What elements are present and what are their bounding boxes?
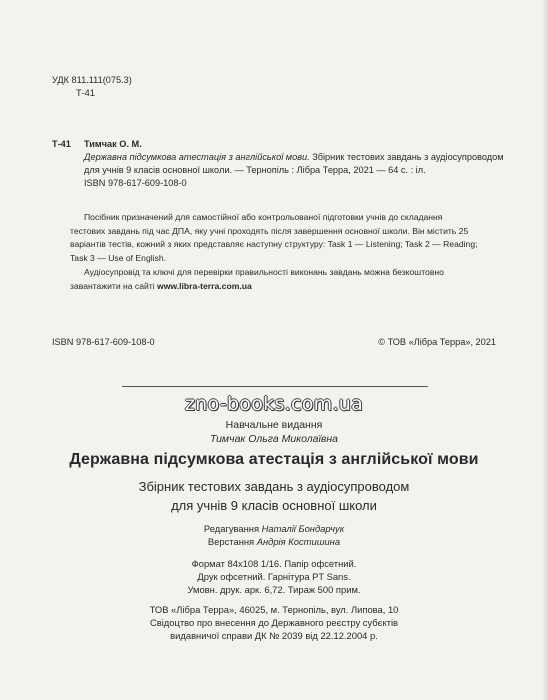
editing-label: Редагування [203, 523, 262, 534]
editor-name: Наталії Бондарчук [261, 523, 345, 534]
card-author: Тимчак О. М. [84, 139, 142, 149]
card-title-rest: Збірник тестових завдань з аудіосупроводом [309, 152, 504, 162]
annotation-text: завантажити на сайті [70, 280, 158, 291]
annotation-line [70, 280, 444, 294]
edition-type: Навчальне видання [225, 419, 323, 431]
website-url: www.libra-terra.com.ua [157, 280, 252, 291]
layout-label: Верстання [207, 536, 257, 547]
card-description: для учнів 9 класів основної школи. — Тернопіль : Лібра Терра, 2021 — 64 с. : іл. [84, 165, 426, 175]
udk-code: УДК 811.111(075.3) [52, 75, 132, 85]
book-subtitle-1: Збірник тестових завдань з аудіосупроводом [138, 479, 410, 494]
watermark: zno-books.com.ua [184, 393, 364, 415]
annotation-paragraph-2 [70, 266, 444, 293]
card-isbn: ISBN 978-617-609-108-0 [84, 178, 187, 188]
sheets-info: Умовн. друк. арк. 6,72. Тираж 500 прим. [187, 584, 361, 595]
footer-isbn: ISBN 978-617-609-108-0 [52, 337, 155, 347]
editing-credit [0, 523, 548, 534]
book-title: Державна підсумкова атестація з англійської мови [69, 451, 479, 468]
annotation-paragraph-1 [70, 211, 478, 265]
copyright: © ТОВ «Лібра Терра», 2021 [378, 337, 496, 347]
author-full-name: Тимчак Ольга Миколаївна [210, 433, 338, 445]
card-title-line [84, 151, 504, 164]
print-info: Друк офсетний. Гарнітура PT Sans. [197, 571, 351, 582]
format-info: Формат 84x108 1/16. Папір офсетний. [191, 558, 357, 569]
annotation-line: тестових завдань під час ДПА, яку учні проходять після завершення основної школи. Він містить 25 [70, 225, 469, 236]
layout-credit [0, 536, 548, 547]
card-title: Державна підсумкова атестація з англійської мови. [84, 152, 310, 162]
divider-rule [122, 386, 428, 387]
book-subtitle-2: для учнів 9 класів основної школи [171, 498, 377, 513]
annotation-line: Посібник призначений для самостійної або контрольованої підготовки учнів до складання [84, 212, 443, 222]
index-code: Т-41 [76, 88, 95, 98]
certificate-line-2: видавничої справи ДК № 2039 від 22.12.2004 р. [170, 630, 378, 641]
layout-name: Андрія Костишина [256, 536, 341, 547]
annotation-line: Аудіосупровід та ключі для перевірки правильності виконань завдань можна безкоштовно [84, 267, 444, 277]
publisher-address: ТОВ «Лібра Терра», 46025, м. Тернопіль, вул. Липова, 10 [149, 604, 399, 615]
certificate-line-1: Свідоцтво про внесення до Державного реєстру субєктів [149, 617, 399, 628]
annotation-line: Task 3 — Use of English. [70, 252, 167, 263]
card-code: Т-41 [52, 139, 71, 149]
annotation-line: варіантів тестів, кожний з яких представляє наступну структуру: Task 1 — Listening; Task 2 — Reading; [70, 239, 478, 250]
scan-edge-shadow [542, 0, 548, 700]
